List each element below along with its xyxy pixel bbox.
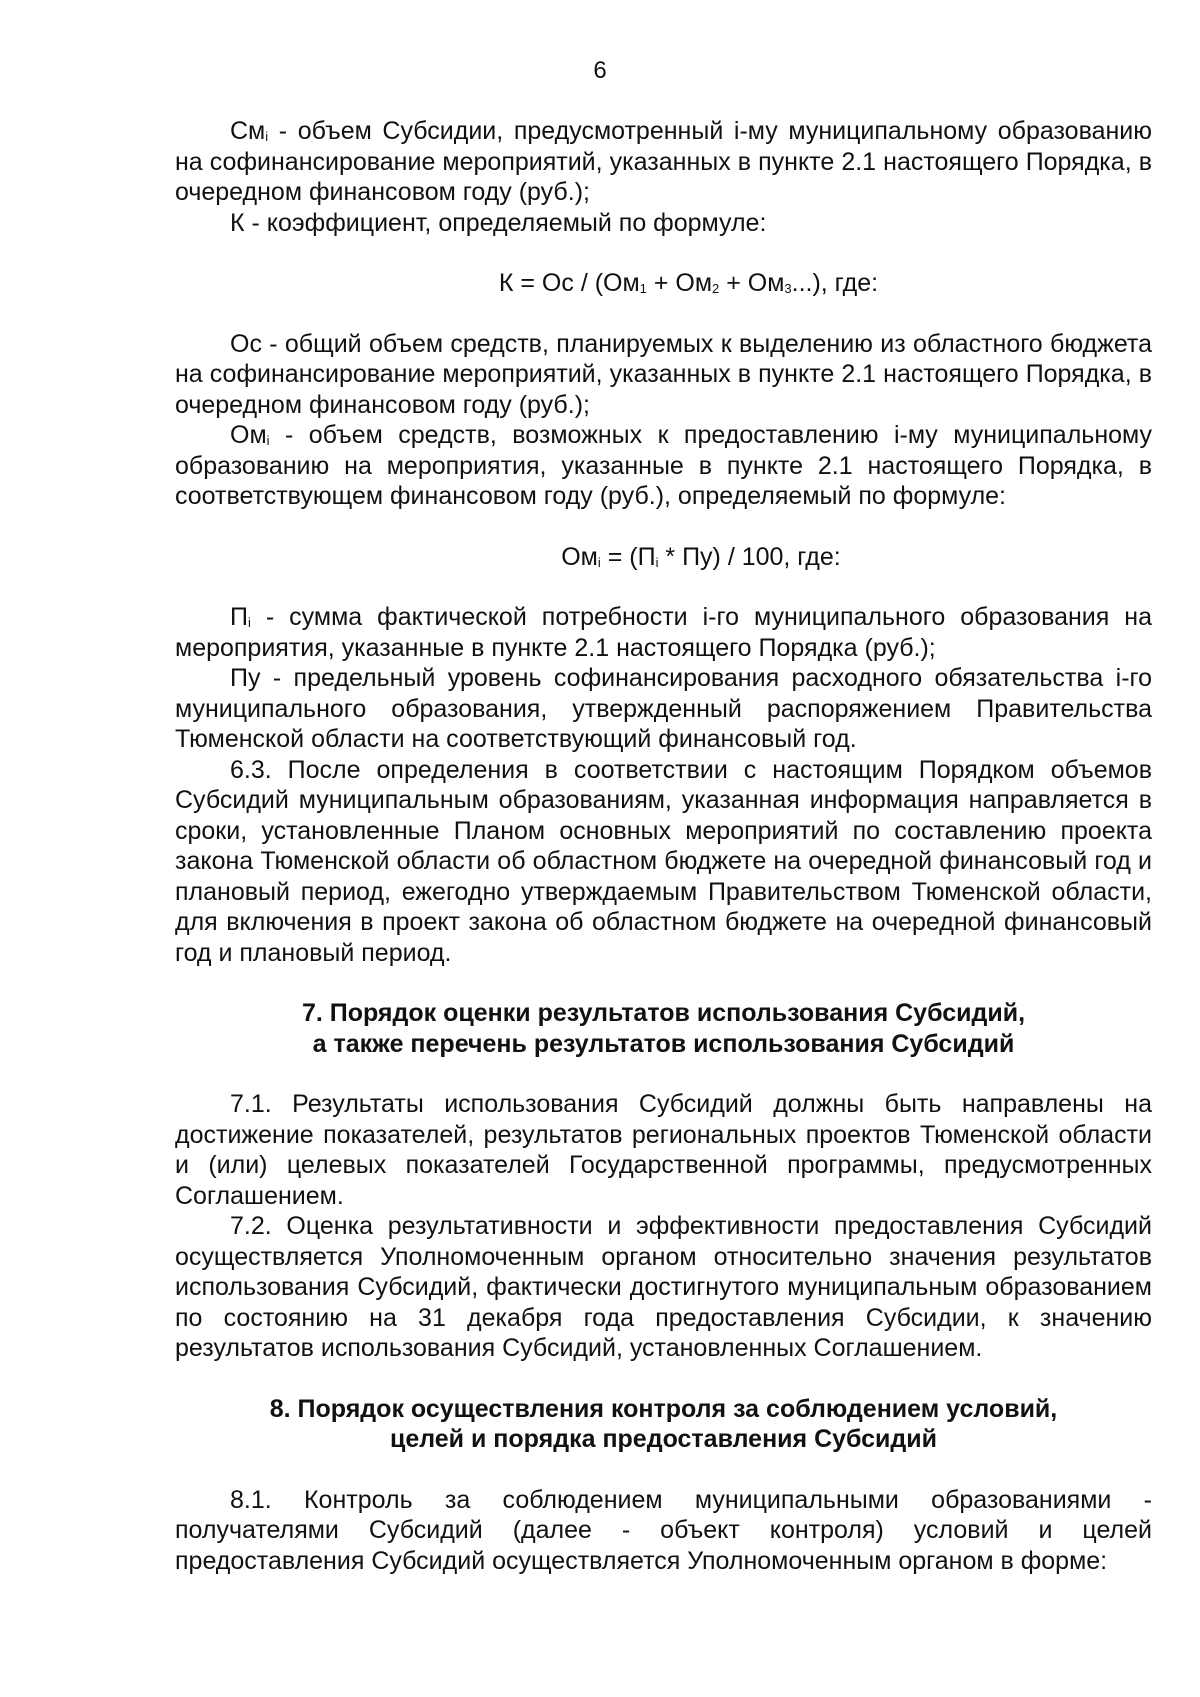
- paragraph-text: - объем Субсидии, предусмотренный i-му муниципальному образованию на софинансирование мероприятий, указанных в пункте 2.1 настоящего Порядка, в очередном финансовом году (руб.);: [175, 117, 1152, 206]
- formula-part: + Ом: [646, 269, 713, 297]
- formula-k: [175, 268, 1152, 299]
- formula-part: + Ом: [719, 269, 785, 297]
- paragraph-k-definition: К - коэффициент, определяемый по формуле:: [230, 208, 767, 237]
- formula-subscript: i: [655, 554, 659, 570]
- document-body: [175, 116, 1152, 1576]
- symbol-p: П: [230, 603, 248, 631]
- paragraph-os-definition: Ос - общий объем средств, планируемых к выделению из областного бюджета на софинансирование мероприятий, указанных в пункте 2.1 настоящего Порядка, в очередном финансовом году (руб.);: [175, 329, 1152, 419]
- symbol-om: Ом: [230, 421, 267, 449]
- formula-subscript: 3: [784, 281, 792, 296]
- formula-subscript: 2: [712, 281, 720, 296]
- formula-part: * Пу) / 100, где:: [658, 542, 841, 571]
- subscript-i: i: [247, 615, 251, 630]
- formula-om: [175, 542, 1152, 573]
- heading-7-line-2: а также перечень результатов использования Субсидий: [312, 1029, 1015, 1058]
- section-heading-8: [175, 1394, 1152, 1455]
- formula-subscript: i: [597, 554, 601, 570]
- paragraph-p-definition: [175, 602, 1152, 663]
- section-heading-7: [175, 998, 1152, 1059]
- paragraph-cm-definition: [175, 116, 1152, 208]
- heading-8-line-2: целей и порядка предоставления Субсидий: [389, 1425, 938, 1453]
- subscript-i: i: [266, 433, 270, 448]
- formula-part: К = Ос / (Ом: [498, 269, 640, 297]
- heading-7-line-1: 7. Порядок оценки результатов использования Субсидий,: [301, 999, 1026, 1027]
- paragraph-8-1: 8.1. Контроль за соблюдением муниципальными образованиями - получателями Субсидий (далее - объект контроля) условий и целей предоставления Субсидий осуществляется Уполномоченным органом в форме:: [175, 1485, 1152, 1575]
- formula-part: = (П: [600, 542, 656, 571]
- paragraph-pu-definition: Пу - предельный уровень софинансирования расходного обязательства i-го муниципального образования, утвержденный распоряжением Правительства Тюменской области на соответствующий финансовый год.: [175, 664, 1152, 753]
- page-number: 6: [593, 57, 607, 84]
- paragraph-om-definition: [175, 420, 1152, 512]
- formula-part: Ом: [561, 542, 598, 571]
- paragraph-text: - сумма фактической потребности i-го муниципального образования на мероприятия, указанные в пункте 2.1 настоящего Порядка (руб.);: [175, 603, 1152, 662]
- formula-subscript: 1: [639, 281, 647, 296]
- subscript-i: i: [265, 129, 269, 144]
- symbol-cm: См: [230, 117, 266, 145]
- heading-8-line-1: 8. Порядок осуществления контроля за соблюдением условий,: [269, 1394, 1058, 1423]
- paragraph-7-2: 7.2. Оценка результативности и эффективности предоставления Субсидий осуществляется Уполномоченным органом относительно значения результатов использования Субсидий, фактически достигнутого муниципальным образованием по состоянию на 31 декабря года предоставления Субсидии, к значению результатов использования Субсидий, установленных Соглашением.: [175, 1212, 1152, 1362]
- formula-part: ...), где:: [791, 269, 879, 297]
- paragraph-6-3: 6.3. После определения в соответствии с настоящим Порядком объемов Субсидий муниципальным образованиям, указанная информация направляется в сроки, установленные Планом основных мероприятий по составлению проекта закона Тюменской области об областном бюджете на очередной финансовый год и плановый период, ежегодно утверждаемым Правительством Тюменской области, для включения в проект закона об областном бюджете на очередной финансовый год и плановый период.: [175, 755, 1152, 967]
- paragraph-7-1: 7.1. Результаты использования Субсидий должны быть направлены на достижение показателей, результатов региональных проектов Тюменской области и (или) целевых показателей Государственной программы, предусмотренных Соглашением.: [175, 1090, 1152, 1210]
- paragraph-text: - объем средств, возможных к предоставлению i-му муниципальному образованию на мероприятия, указанные в пункте 2.1 настоящего Порядка, в соответствующем финансовом году (руб.), определяемый по формуле:: [175, 421, 1152, 510]
